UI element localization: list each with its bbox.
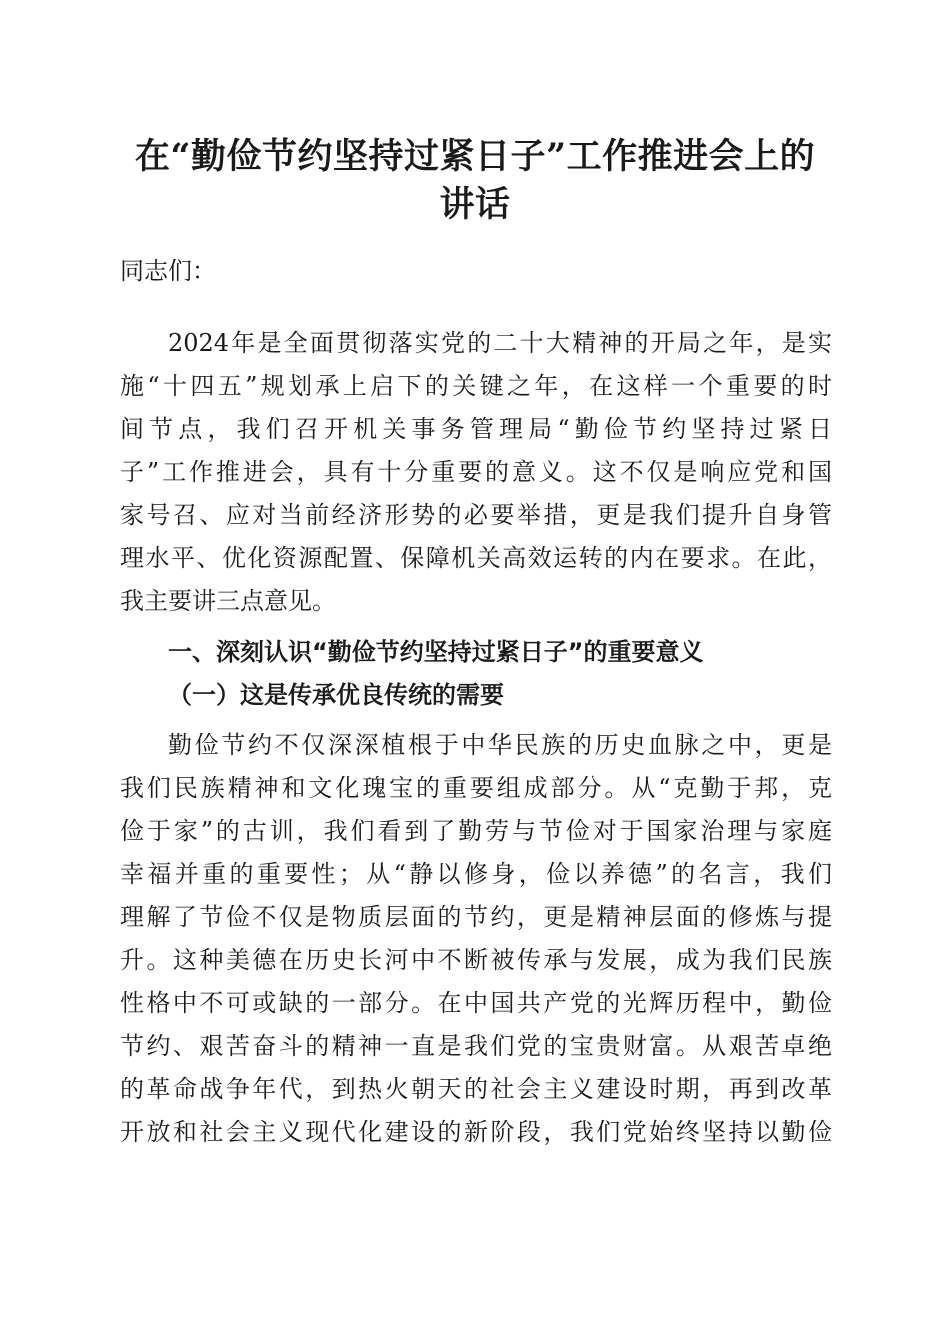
paragraph-2-line: 理解了节俭不仅是物质层面的节约，更是精神层面的修炼与提 — [120, 903, 832, 931]
document-title-line-1: 在“勤俭节约坚持过紧日子”工作推进会上的 — [134, 136, 816, 177]
paragraph-1-line: 我主要讲三点意见。 — [120, 587, 336, 615]
paragraph-2-line: 开放和社会主义现代化建设的新阶段，我们党始终坚持以勤俭 — [120, 1118, 832, 1146]
subsection-heading-1: （一）这是传承优良传统的需要 — [168, 680, 504, 709]
paragraph-2-line: 升。这种美德在历史长河中不断被传承与发展，成为我们民族 — [120, 946, 832, 974]
paragraph-2-line: 的革命战争年代，到热火朝天的社会主义建设时期，再到改革 — [120, 1075, 832, 1103]
paragraph-2-line: 幸福并重的重要性；从“静以修身，俭以养德”的名言，我们 — [120, 860, 832, 888]
paragraph-2-line: 节约、艰苦奋斗的精神一直是我们党的宝贵财富。从艰苦卓绝 — [120, 1032, 832, 1060]
paragraph-2-line: 性格中不可或缺的一部分。在中国共产党的光辉历程中，勤俭 — [120, 989, 832, 1017]
document-title-line-2: 讲话 — [439, 184, 511, 225]
paragraph-1-line: 2024年是全面贯彻落实党的二十大精神的开局之年，是实 — [168, 329, 832, 357]
paragraph-2-line: 我们民族精神和文化瑰宝的重要组成部分。从“克勤于邦，克 — [120, 774, 832, 802]
paragraph-1-line: 施“十四五”规划承上启下的关键之年，在这样一个重要的时 — [120, 372, 832, 400]
paragraph-2-line: 俭于家”的古训，我们看到了勤劳与节俭对于国家治理与家庭 — [120, 817, 832, 845]
paragraph-2-line: 勤俭节约不仅深深植根于中华民族的历史血脉之中，更是 — [168, 731, 832, 759]
salutation: 同志们： — [120, 257, 216, 285]
paragraph-1-line: 家号召、应对当前经济形势的必要举措，更是我们提升自身管 — [120, 501, 832, 529]
paragraph-1-line: 子”工作推进会，具有十分重要的意义。这不仅是响应党和国 — [120, 458, 832, 486]
section-heading-1: 一、深刻认识“勤俭节约坚持过紧日子”的重要意义 — [168, 638, 704, 666]
paragraph-1-line: 间节点，我们召开机关事务管理局“勤俭节约坚持过紧日 — [120, 415, 832, 443]
paragraph-1-line: 理水平、优化资源配置、保障机关高效运转的内在要求。在此， — [120, 544, 832, 572]
